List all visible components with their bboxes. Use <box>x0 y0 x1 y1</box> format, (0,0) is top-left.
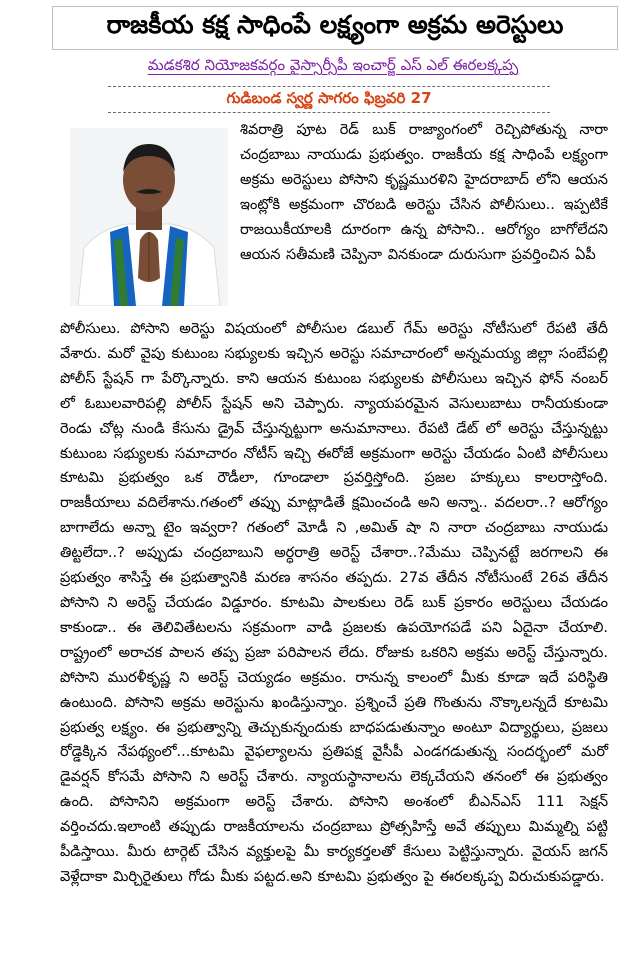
headline: రాజకీయ కక్ష సాధింపే లక్ష్యంగా అక్రమ అరెస్టులు <box>106 10 564 39</box>
headline-box <box>52 6 618 50</box>
article-body-wrap <box>240 118 608 267</box>
portrait-illustration <box>70 128 228 306</box>
dateline-rule-bottom <box>108 112 550 113</box>
politician-photo <box>70 128 228 306</box>
article-paragraph-main: పోలీసులు. పోసాని అరెస్టు విషయంలో పోలీసుల డబుల్ గేమ్ అరెస్టు నోటీసులో రేపటి తేదీ వేశారు. మరో వైపు కుటుంబ సభ్యులకు ఇచ్చిన అరెస్టు సమాచారంలో అన్నమయ్య జిల్లా సంబేపల్లి పోలీస్ స్టేషన్ గా పేర్కొన్నారు. కాని ఆయన కుటుంబ సభ్యులకు పోలీసులు ఇచ్చిన ఫోన్ నంబర్ లో ఓబులవారిపల్లి పోలీస్ స్టేషన్ అని చెప్పారు. న్యాయపరమైన వెసులుబాటు రానీయకుండా రెండు చోట్ల నుండి కేసును డ్రైవ్ చేస్తున్నట్టుగా అనుమానాలు. రేపటి డేట్ లో అరెస్టు చేస్తున్నట్టు కుటుంబ సభ్యులకు సమాచారం నోటీస్ ఇచ్చి ఈరోజే అక్రమంగా అరెస్టు చేయడం ఏంటి పోలీసులు కూటమి ప్రభుత్వం ఒక రౌడీలా, గూండాలా ప్రవర్తిస్తోంది. ప్రజల హక్కులు కాలరాస్తోంది. రాజకీయాలు వదిలేశాను.గతంలో తప్పు మాట్లాడితే క్షమించండి అని అన్నా.. వదలరా..? ఆరోగ్యం బాగాలేదు అన్నా టైం ఇవ్వరా? గతంలో మోడీ ని ,అమిత్ షా ని నారా చంద్రబాబు నాయుడు తిట్టలేదా..? అప్పుడు చంద్రబాబుని అర్ధరాత్రి అరెస్ట్ చేశారా..?మేము చెప్పినట్టే జరగాలని ఈ ప్రభుత్వం శాసిస్తే ఈ ప్రభుత్వానికి మరణ శాసనం తప్పదు. 27వ తేదీన నోటీసుంటే 26వ తేదీన పోసాని ని అరెస్ట్ చేయడం విడ్డూరం. కూటమి పాలకులు రెడ్ బుక్ ప్రకారం అరెస్టులు చేయడం కాకుండా.. ఈ తెలివితేటలను సక్రమంగా వాడి ప్రజలకు ఉపయోగపడే పని ఏదైనా చేయాలి. రాష్ట్రంలో అరాచక పాలన తప్ప ప్రజా పరిపాలన లేదు. రోజుకు ఒకరిని అక్రమ అరెస్ట్ చేస్తున్నారు. పోసాని మురళీకృష్ణ ని అరెస్ట్ చెయ్యడం అక్రమం. రానున్న కాలంలో మీకు కూడా ఇదే పరిస్థితి ఉంటుంది. పోసాని అక్రమ అరెస్టును ఖండిస్తున్నాం. ప్రశ్నించే ప్రతి గొంతును నొక్కాలన్నదే కూటమి ప్రభుత్వ లక్ష్యం. ఈ ప్రభుత్వాన్ని తెచ్చుకున్నందుకు బాధపడుతున్నాం అంటూ విద్యార్థులు, ప్రజలు రోడ్డెక్కిన నేపథ్యంలో...కూటమి వైఫల్యాలను ప్రతిపక్ష వైసీపీ ఎండగడుతున్న సందర్భంలో మరో డైవర్షన్ కోసమే పోసాని ని అరెస్ట్ చేశారు. న్యాయస్థానాలను లెక్కచేయని తనంలో ఈ ప్రభుత్వం ఉంది. పోసానిని అక్రమంగా అరెస్ట్ చేశారు. పోసాని అంశంలో బీఎన్ఎస్ 111 సెక్షన్ వర్తించదు.ఇలాంటి తప్పుడు రాజకీయాలను చంద్రబాబు ప్రోత్సహిస్తే అవే తప్పులు మిమ్మల్ని పట్టి పీడిస్తాయి. మీరు టార్గెట్ చేసిన వ్యక్తులపై మీ కార్యకర్తలతో కేసులు పెట్టిస్తున్నారు. వైయస్ జగన్ వెళ్లేదాకా మిర్చిరైతులు గోడు మీకు పట్టద.అని కూటమి ప్రభుత్వం పై ఈరలక్కప్ప విరుచుకుపడ్డారు. <box>60 321 608 885</box>
article-paragraph-intro: శివరాత్రి పూట రెడ్ బుక్ రాజ్యాంగంలో రెచ్చిపోతున్న నారా చంద్రబాబు నాయుడు ప్రభుత్వం. రాజకీయ కక్ష సాధింపే లక్ష్యంగా అక్రమ అరెస్టులు పోసాని కృష్ణమురళిని హైదరాబాద్ లోని ఆయన ఇంట్లోకి అక్రమంగా చొరబడి అరెస్టు చేసిన పోలీసులు.. ఇప్పటికే రాజయికీయాలకి దూరంగా ఉన్న పోసాని.. ఆరోగ్యం బాగోలేదని ఆయన సతీమణి చెప్పినా వినకుండా దురుసుగా ప్రవర్తించిన ఏపీ <box>240 122 608 263</box>
dateline: గుడిబండ స్వర్ణ సాగరం ఫిబ్రవరి 27 <box>226 89 432 107</box>
subheadline-text: మడకశిర నియోజకవర్గం వైస్సార్సీపీ ఇంచార్జ్ ఎస్ ఎల్ ఈరలక్కప్ప <box>147 56 519 74</box>
subheadline <box>58 56 608 78</box>
dateline-rule-top <box>108 86 550 87</box>
article-body-full <box>60 317 608 890</box>
